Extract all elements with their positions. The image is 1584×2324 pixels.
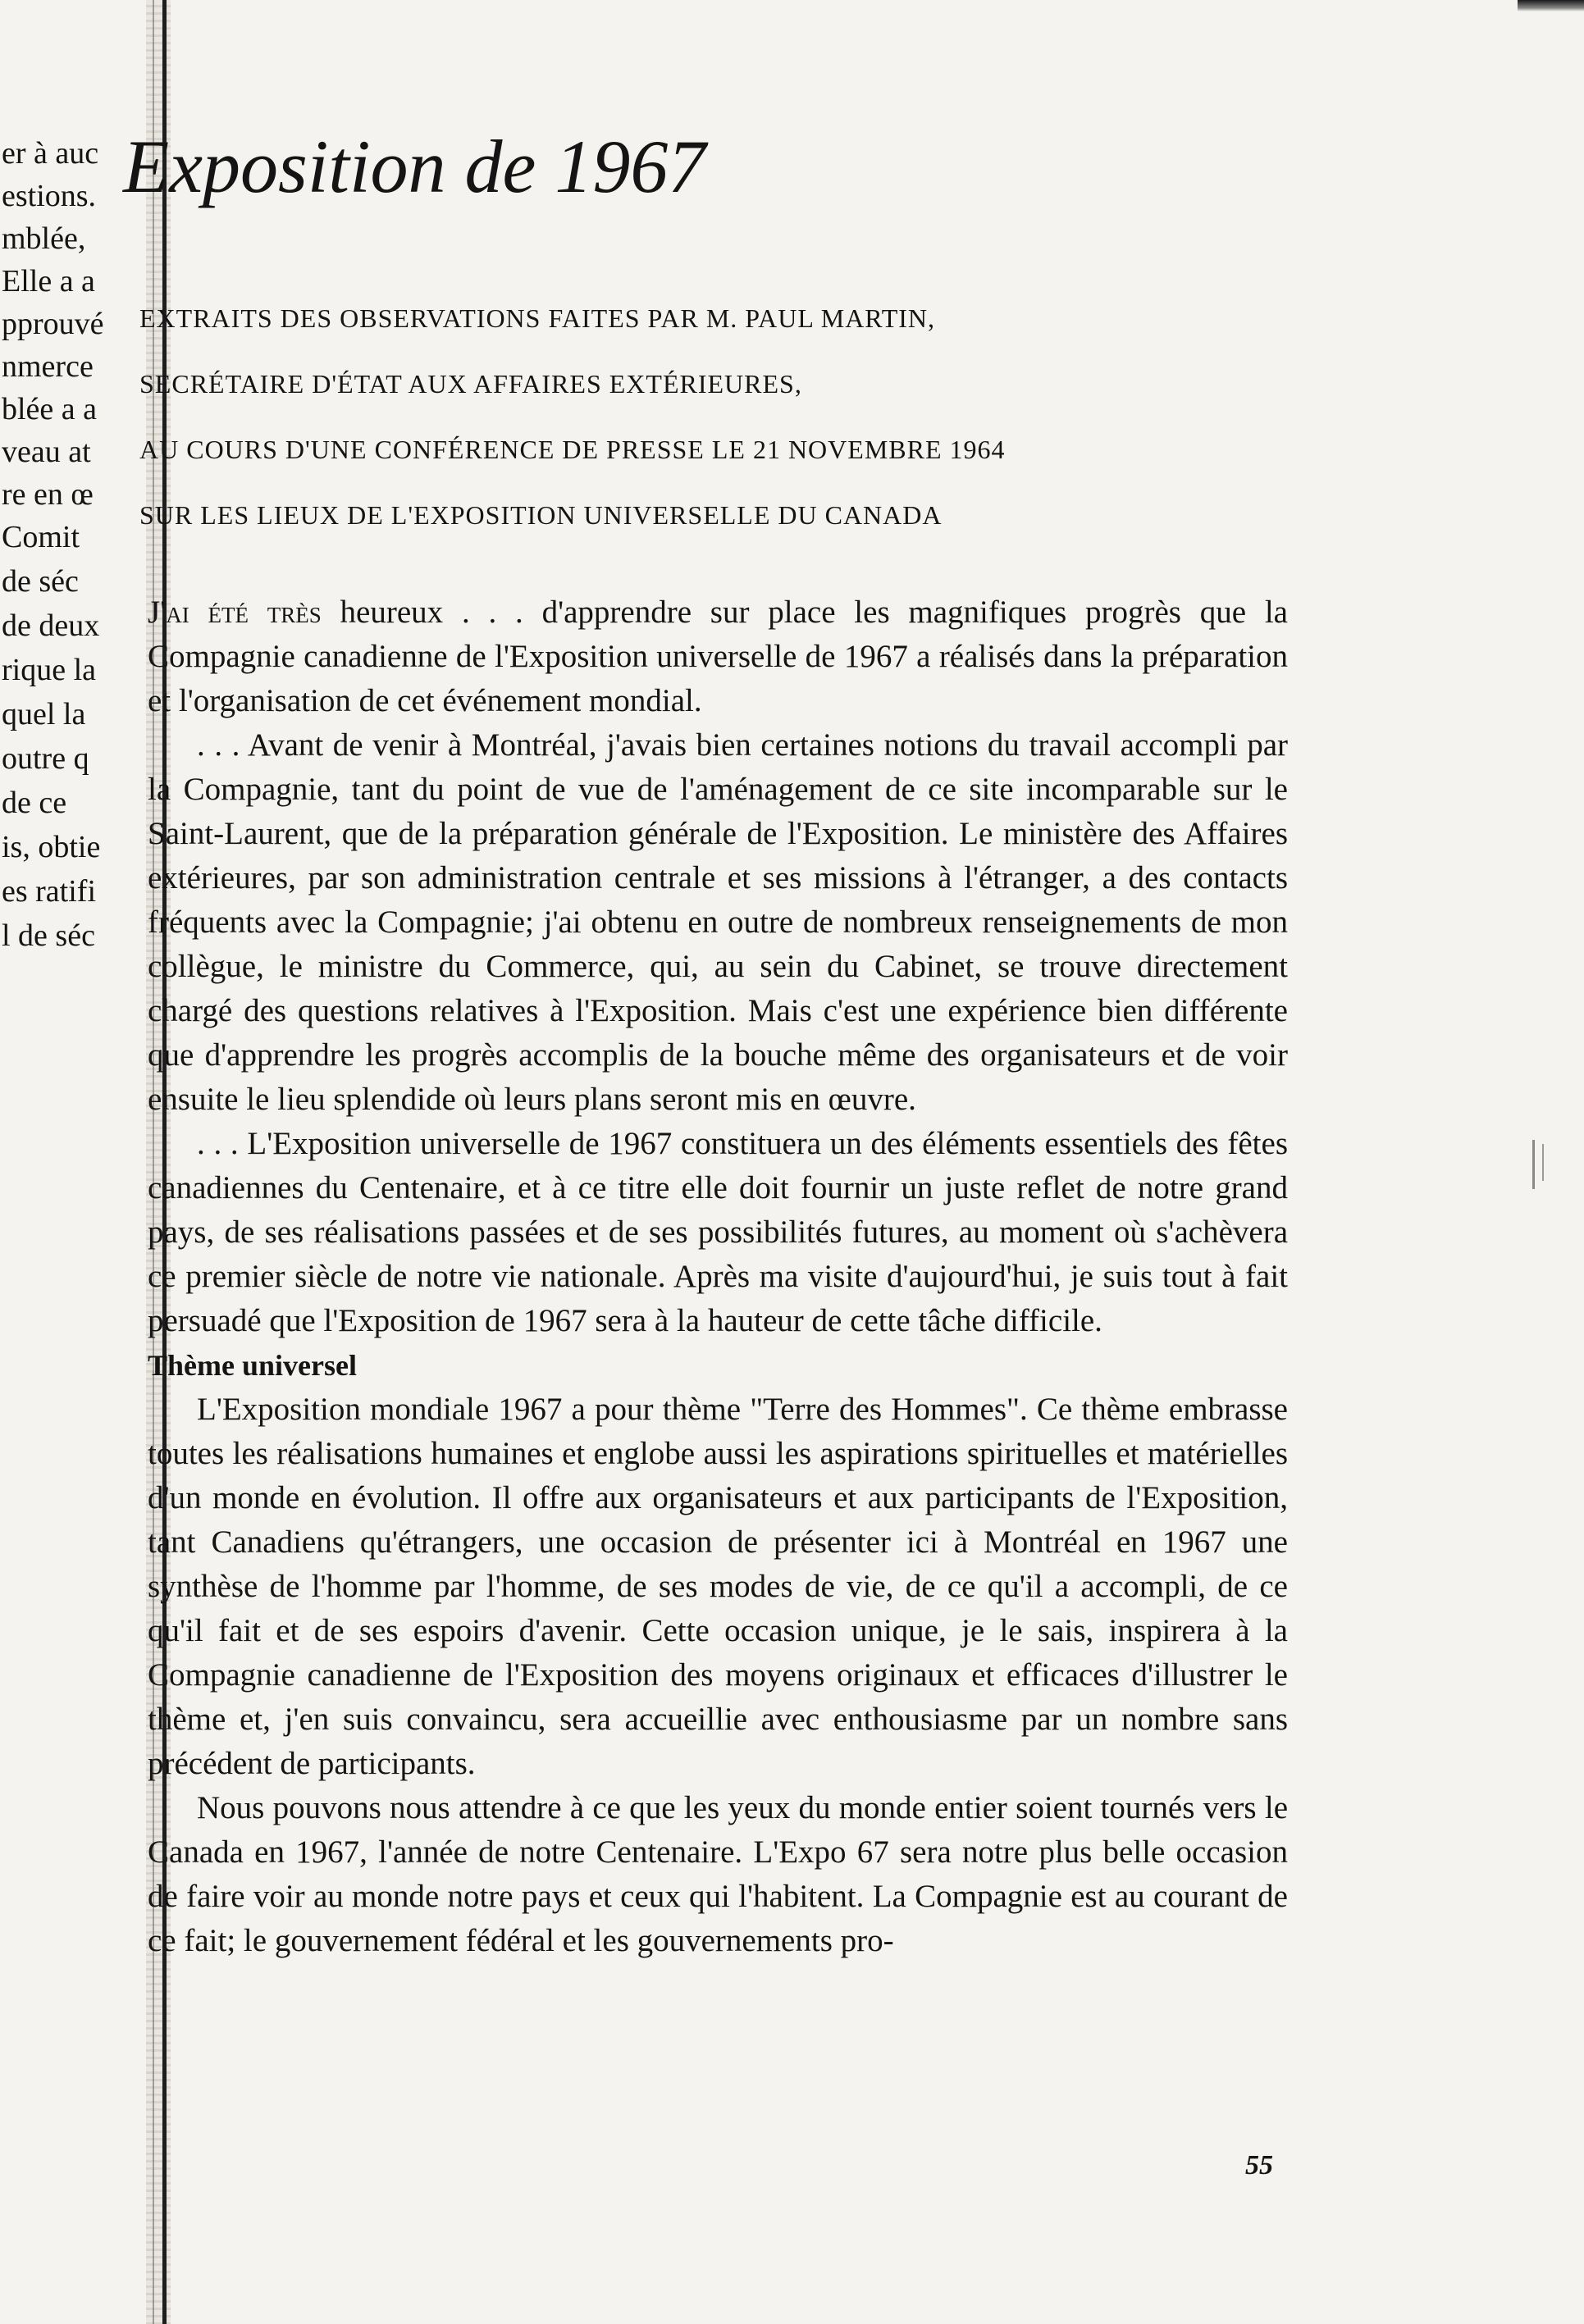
prev-page-line: de séc [2, 564, 79, 599]
scan-mark [1542, 1144, 1544, 1181]
subheading-line: SECRÉTAIRE D'ÉTAT AUX AFFAIRES EXTÉRIEURES, [139, 369, 802, 399]
prev-page-line: mblée, [2, 221, 86, 256]
prev-page-line: is, obtie [2, 830, 101, 864]
paragraph: . . . L'Exposition universelle de 1967 constituera un des éléments essentiels des fêtes canadiennes du Centenaire, et à ce titre elle doit fournir un juste reflet de notre grand pays, de ses réalisations passées et de ses possibilités futures, au moment où s'achèvera ce premier siècle de notre vie nationale. Après ma visite d'aujourd'hui, je suis tout à fait persuadé que l'Exposition de 1967 sera à la hauteur de cette tâche difficile. [148, 1126, 1288, 1338]
prev-page-line: outre q [2, 741, 89, 776]
prev-page-line: estions. [2, 179, 97, 213]
paragraph: Nous pouvons nous attendre à ce que les yeux du monde entier soient tournés vers le Canada en 1967, l'année de notre Centenaire. L'Expo 67 sera notre plus belle occasion de faire voir au monde notre pays et ceux qui l'habitent. La Compagnie est au courant de ce fait; le gouvernement fédéral et les gouvernements pro- [148, 1790, 1288, 1958]
prev-page-line: de deux [2, 608, 100, 643]
page-edge-shadow [1518, 0, 1584, 11]
prev-page-line: blée a a [2, 392, 98, 426]
prev-page-line: veau at [2, 435, 91, 469]
article-body [148, 590, 1288, 1963]
previous-page-fragment [0, 0, 156, 2324]
prev-page-line: de ce [2, 786, 67, 820]
lead-in: J'ai été très [148, 595, 322, 630]
prev-page-line: l de séc [2, 918, 95, 953]
prev-page-line: nmerce [2, 349, 94, 384]
prev-page-line: es ratifi [2, 874, 97, 909]
page-title: Exposition de 1967 [123, 125, 706, 208]
paragraph-text: heureux . . . d'apprendre sur place les magnifiques progrès que la Compagnie canadienne de l'Exposition universelle de 1967 a réalisés dans la préparation et l'organisation de cet événement mondial. [148, 595, 1288, 718]
subheading-line: EXTRAITS DES OBSERVATIONS FAITES PAR M. PAUL MARTIN, [139, 303, 936, 333]
paragraph: . . . Avant de venir à Montréal, j'avais bien certaines notions du travail accompli par la Compagnie, tant du point de vue de l'aménagement de ce site incomparable sur le Saint-Laurent, que de la préparation générale de l'Exposition. Le ministère des Affaires extérieures, par son administration centrale et ses missions à l'étranger, a des contacts fréquents avec la Compagnie; j'ai obtenu en outre de nombreux renseignements de mon collègue, le ministre du Commerce, qui, au sein du Cabinet, se trouve directement chargé des questions relatives à l'Exposition. Mais c'est une expérience bien différente que d'apprendre les progrès accomplis de la bouche même des organisateurs et de voir ensuite le lieu splendide où leurs plans seront mis en œuvre. [148, 727, 1288, 1117]
section-title: Thème universel [148, 1349, 357, 1382]
page-number: 55 [1245, 2150, 1273, 2180]
subheading-line: AU COURS D'UNE CONFÉRENCE DE PRESSE LE 21 NOVEMBRE 1964 [139, 435, 1006, 464]
prev-page-line: pprouvé [2, 307, 104, 341]
prev-page-line: Elle a a [2, 264, 95, 298]
prev-page-line: Comit [2, 520, 80, 554]
subheading-line: SUR LES LIEUX DE L'EXPOSITION UNIVERSELLE DU CANADA [139, 500, 943, 530]
prev-page-line: rique la [2, 653, 97, 687]
prev-page-line: quel la [2, 697, 86, 731]
prev-page-line: re en œ [2, 477, 94, 512]
paragraph: L'Exposition mondiale 1967 a pour thème "Terre des Hommes". Ce thème embrasse toutes les réalisations humaines et englobe aussi les aspirations spirituelles et matérielles d'un monde en évolution. Il offre aux organisateurs et aux participants de l'Exposition, tant Canadiens qu'étrangers, une occasion de présenter ici à Montréal en 1967 une synthèse de l'homme par l'homme, de ses modes de vie, de ce qu'il a accompli, de ce qu'il fait et de ses espoirs d'avenir. Cette occasion unique, je le sais, inspirera à la Compagnie canadienne de l'Exposition des moyens originaux et efficaces d'illustrer le thème et, j'en suis convaincu, sera accueillie avec enthousiasme par un nombre sans précédent de participants. [148, 1392, 1288, 1781]
prev-page-line: er à auc [2, 136, 99, 171]
scan-mark [1532, 1140, 1535, 1189]
paragraph [148, 590, 1288, 723]
